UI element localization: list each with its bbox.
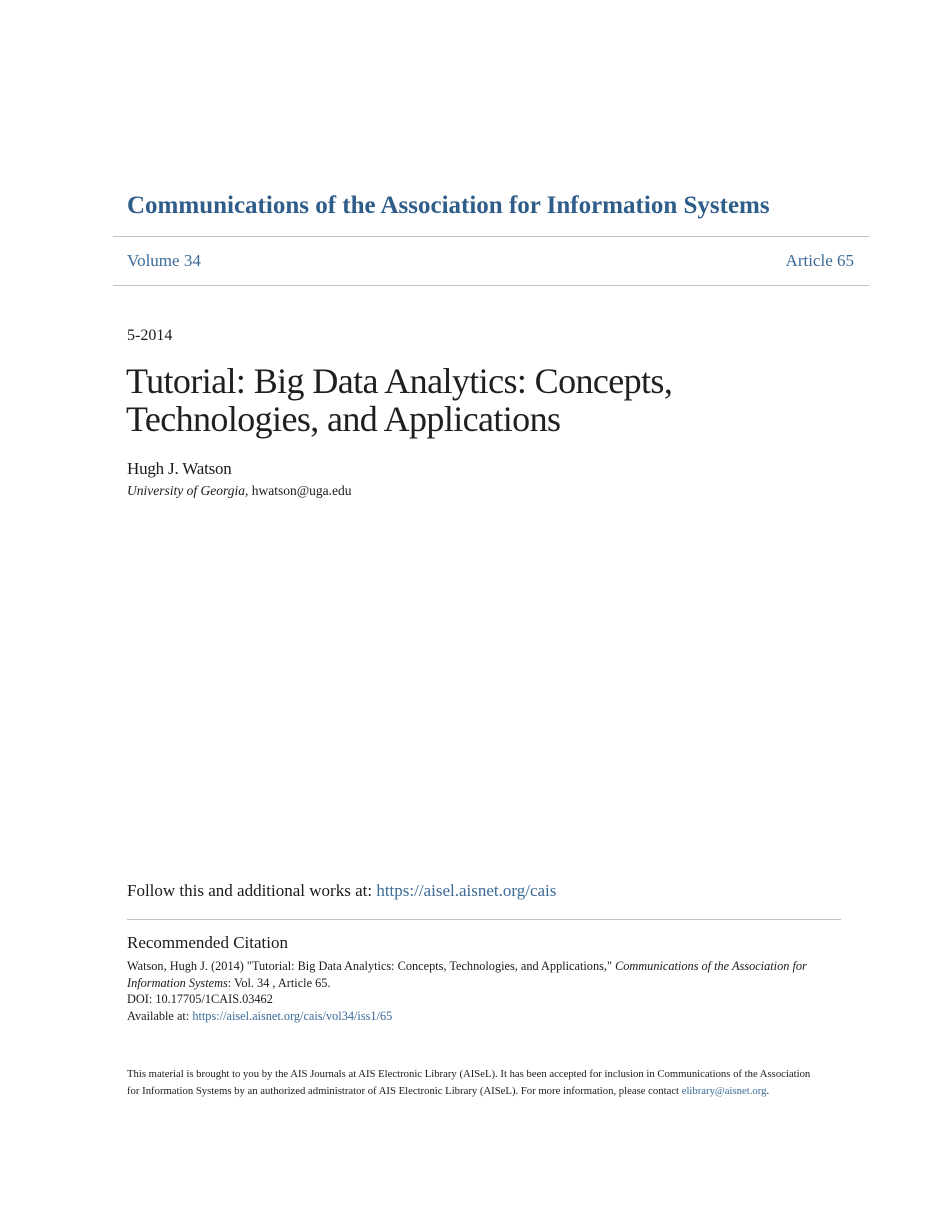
- author-affiliation: [127, 483, 352, 499]
- volume-link[interactable]: Volume 34: [127, 251, 201, 270]
- follow-label: Follow this and additional works at:: [127, 881, 377, 900]
- publication-date: 5-2014: [127, 327, 173, 344]
- citation-doi: DOI: 10.17705/1CAIS.03462: [127, 992, 273, 1006]
- footer-text: This material is brought to you by the AIS Journals at AIS Electronic Library (AISeL). It has been accepted for inclusion in Communications of the Association for Information Systems by an authorized administrator of AIS Electronic Library (AISeL). For more information, please contact: [127, 1068, 811, 1097]
- citation-block: [127, 958, 827, 1024]
- footer-email-link[interactable]: elibrary@aisnet.org: [681, 1085, 767, 1097]
- paper-title-line2: Technologies, and Applications: [126, 399, 561, 439]
- citation-journal: Communications of the Association for Information Systems: [127, 959, 807, 990]
- footer-end: .: [766, 1085, 770, 1097]
- follow-line: [127, 881, 556, 901]
- follow-link[interactable]: https://aisel.aisnet.org/cais: [376, 881, 557, 900]
- citation-divider: [127, 919, 841, 920]
- affiliation-separator: ,: [244, 483, 252, 498]
- author-name[interactable]: Hugh J. Watson: [127, 459, 232, 478]
- paper-title-line1: Tutorial: Big Data Analytics: Concepts,: [126, 361, 673, 401]
- paper-title[interactable]: [126, 362, 826, 438]
- citation-text-part2: : Vol. 34 , Article 65.: [227, 975, 331, 990]
- citation-available: [127, 1008, 827, 1025]
- article-link[interactable]: Article 65: [785, 251, 854, 270]
- author-email: hwatson@uga.edu: [251, 483, 352, 498]
- available-label: Available at:: [127, 1008, 193, 1023]
- available-link[interactable]: https://aisel.aisnet.org/cais/vol34/iss1/65: [192, 1008, 393, 1023]
- header-divider-top: [113, 236, 869, 237]
- citation-text-part1: Watson, Hugh J. (2014) "Tutorial: Big Data Analytics: Concepts, Technologies, and Applications,": [127, 959, 616, 973]
- journal-title[interactable]: Communications of the Association for Information Systems: [127, 192, 770, 219]
- header-divider-bottom: [113, 285, 869, 286]
- citation-text: [127, 958, 827, 991]
- affiliation-name: University of Georgia: [127, 483, 245, 498]
- recommended-citation-heading: Recommended Citation: [127, 933, 288, 952]
- footer-notice: [127, 1066, 817, 1100]
